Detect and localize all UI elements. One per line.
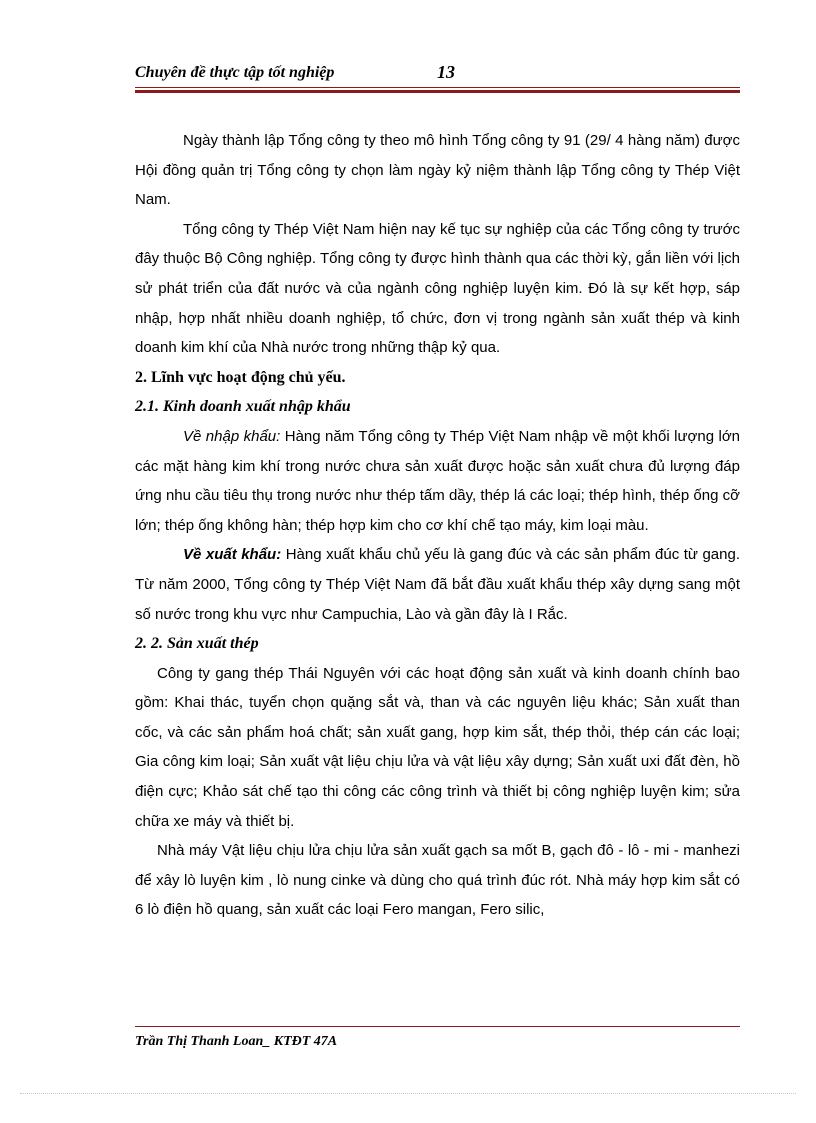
footer-rule <box>135 1026 740 1027</box>
import-label: Về nhập khẩu: <box>183 427 281 445</box>
page-bottom-border <box>20 1093 796 1094</box>
paragraph-thai-nguyen: Công ty gang thép Thái Nguyên với các hoạt động sản xuất và kinh doanh chính bao gồm: Khai thác, tuyển chọn quặng sắt và, than và các nguyên liệu khác; Sản xuất than cốc, và các sản phẩm hoá chất; sản xuất gang, hợp kim sắt, thép thỏi, thép cán các loại; Gia công kim loại; Sản xuất vật liệu chịu lửa và vật liệu xây dựng; Sản xuất uxi đất đèn, hồ điện cực; Khảo sát chế tạo thi công các công trình và thiết bị công nghiệp luyện kim; sửa chữa xe máy và thiết bị. <box>135 664 740 830</box>
import-text: Hàng năm Tổng công ty Thép Việt Nam nhập về một khối lượng lớn các mặt hàng kim khí trong nước chưa sản xuất được hoặc sản xuất chưa đủ lượng đáp ứng nhu cầu tiêu thụ trong nước như thép tấm dầy, thép lá các loại; thép hình, thép ống cỡ lớn; thép ống không hàn; thép hợp kim cho cơ khí chế tạo máy, kim loại màu. <box>135 427 740 534</box>
subsection-heading-import-export: 2.1. Kinh doanh xuất nhập khẩu <box>135 398 351 416</box>
export-text: Hàng xuất khẩu chủ yếu là gang đúc và các sản phẩm đúc từ gang. Từ năm 2000, Tổng công ty Thép Việt Nam đã bắt đầu xuất khẩu thép xây dựng sang một số nước trong khu vực như Campuchia, Lào và gần đây là I Rắc. <box>135 546 741 623</box>
header-rule-thin <box>135 87 740 88</box>
paragraph-company-history: Tổng công ty Thép Việt Nam hiện nay kế tục sự nghiệp của các Tổng công ty trước đây thuộc Bộ Công nghiệp. Tổng công ty được hình thành qua các thời kỳ, gắn liền với lịch sử phát triển của đất nước và của ngành công nghiệp luyện kim. Đó là sự kết hợp, sáp nhập, hợp nhất nhiều doanh nghiệp, tổ chức, đơn vị trong ngành sản xuất thép và kinh doanh kim khí của Nhà nước trong những thập kỷ qua. <box>135 220 740 357</box>
header-title: Chuyên đề thực tập tốt nghiệp <box>135 64 335 81</box>
paragraph-export <box>135 540 740 629</box>
export-label: Về xuất khẩu: <box>183 546 282 564</box>
paragraph-refractory-plant: Nhà máy Vật liệu chịu lửa chịu lửa sản xuất gạch sa mốt B, gạch đô - lô - mi - manhezi để xây lò luyện kim , lò nung cinke và dùng cho quá trình đúc rót. Nhà máy hợp kim sắt có 6 lò điện hồ quang, sản xuất các loại Fero mangan, Fero silic, <box>135 842 740 919</box>
paragraph-founding-day: Ngày thành lập Tổng công ty theo mô hình Tổng công ty 91 (29/ 4 hàng năm) được Hội đồng quản trị Tổng công ty chọn làm ngày kỷ niệm thành lập Tổng công ty Thép Việt Nam. <box>135 132 740 209</box>
footer-author: Trần Thị Thanh Loan_ KTĐT 47A <box>135 1034 338 1049</box>
section-heading-main-activities: 2. Lĩnh vực hoạt động chủ yếu. <box>135 368 346 386</box>
page-header <box>135 60 740 90</box>
page-number: 13 <box>437 62 455 82</box>
header-rule-thick <box>135 90 740 93</box>
subsection-heading-steel-production: 2. 2. Sản xuất thép <box>135 635 259 653</box>
paragraph-import <box>135 422 740 540</box>
document-body <box>135 126 740 925</box>
